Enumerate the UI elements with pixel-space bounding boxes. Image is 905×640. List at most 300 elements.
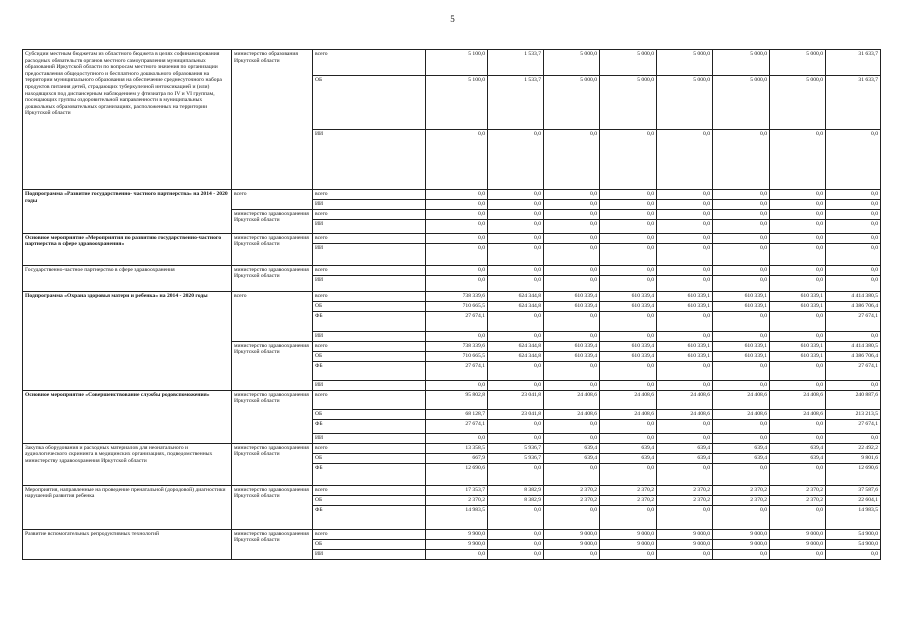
executor-cell: министерство образования Иркутской области — [232, 50, 313, 190]
year-value-cell: 0,0 — [488, 190, 544, 200]
year-value-cell: 610 339,1 — [657, 351, 713, 361]
year-value-cell: 610 339,4 — [600, 351, 657, 361]
year-value-cell: 0,0 — [770, 361, 826, 380]
year-value-cell: 0,0 — [770, 463, 826, 485]
year-value-cell: 24 408,6 — [657, 409, 713, 419]
year-value-cell: 0,0 — [713, 190, 770, 200]
total-value-cell: 0,0 — [826, 433, 881, 443]
year-value-cell: 0,0 — [713, 243, 770, 265]
table-row — [23, 291, 881, 301]
total-value-cell: 22 492,2 — [826, 443, 881, 453]
year-value-cell: 0,0 — [657, 419, 713, 433]
year-value-cell: 0,0 — [600, 505, 657, 529]
year-value-cell: 0,0 — [488, 243, 544, 265]
table-row — [23, 443, 881, 453]
funding-source-cell: всего — [313, 529, 426, 539]
year-value-cell: 0,0 — [488, 130, 544, 190]
year-value-cell: 5 000,0 — [657, 50, 713, 76]
year-value-cell: 0,0 — [713, 130, 770, 190]
year-value-cell: 610 339,1 — [713, 301, 770, 311]
funding-source-cell: ОБ — [313, 495, 426, 505]
year-value-cell: 0,0 — [600, 275, 657, 291]
year-value-cell: 0,0 — [770, 243, 826, 265]
year-value-cell: 0,0 — [713, 311, 770, 331]
total-value-cell: 0,0 — [826, 233, 881, 243]
total-value-cell: 9 801,6 — [826, 453, 881, 463]
year-value-cell: 1 533,7 — [488, 50, 544, 76]
year-value-cell: 0,0 — [657, 549, 713, 559]
table-row — [23, 233, 881, 243]
funding-source-cell: ФБ — [313, 463, 426, 485]
year-value-cell: 5 936,7 — [488, 453, 544, 463]
executor-cell: министерство здравоохранения Иркутской области — [232, 209, 313, 233]
year-value-cell: 610 339,1 — [713, 351, 770, 361]
funding-source-cell: всего — [313, 485, 426, 495]
total-value-cell: 27 674,1 — [826, 311, 881, 331]
year-value-cell: 0,0 — [488, 539, 544, 549]
year-value-cell: 0,0 — [488, 219, 544, 233]
year-value-cell: 24 408,6 — [544, 390, 600, 409]
year-value-cell: 0,0 — [713, 265, 770, 275]
funding-source-cell: всего — [313, 50, 426, 76]
year-value-cell: 23 041,8 — [488, 409, 544, 419]
year-value-cell: 24 408,6 — [713, 409, 770, 419]
year-value-cell: 8 382,9 — [488, 485, 544, 495]
year-value-cell: 24 408,6 — [770, 390, 826, 409]
year-value-cell: 12 690,6 — [426, 463, 488, 485]
year-value-cell: 0,0 — [713, 209, 770, 219]
table-row — [23, 529, 881, 539]
year-value-cell: 624 344,8 — [488, 291, 544, 301]
activity-name-cell: Основное мероприятие «Совершенствование службы родовспоможения» — [23, 390, 232, 443]
funding-source-cell: ИИ — [313, 331, 426, 341]
year-value-cell: 0,0 — [770, 275, 826, 291]
year-value-cell: 0,0 — [657, 433, 713, 443]
year-value-cell: 2 370,2 — [600, 495, 657, 505]
year-value-cell: 0,0 — [600, 190, 657, 200]
executor-cell: всего — [232, 190, 313, 210]
year-value-cell: 0,0 — [426, 275, 488, 291]
year-value-cell: 610 339,4 — [600, 301, 657, 311]
funding-source-cell: всего — [313, 291, 426, 301]
year-value-cell: 0,0 — [770, 380, 826, 390]
activity-name-cell: Государственно-частное партнерство в сфере здравоохранения — [23, 265, 232, 291]
funding-source-cell: ФБ — [313, 505, 426, 529]
total-value-cell: 240 887,6 — [826, 390, 881, 409]
total-value-cell: 0,0 — [826, 380, 881, 390]
year-value-cell: 2 370,2 — [600, 485, 657, 495]
year-value-cell: 610 339,4 — [600, 291, 657, 301]
year-value-cell: 24 408,6 — [600, 409, 657, 419]
funding-source-cell: ИИ — [313, 130, 426, 190]
funding-source-cell: всего — [313, 190, 426, 200]
year-value-cell: 0,0 — [770, 505, 826, 529]
year-value-cell: 0,0 — [713, 331, 770, 341]
funding-source-cell: ОБ — [313, 409, 426, 419]
year-value-cell: 68 128,7 — [426, 409, 488, 419]
total-value-cell: 0,0 — [826, 549, 881, 559]
total-value-cell: 213 213,5 — [826, 409, 881, 419]
year-value-cell: 710 665,5 — [426, 301, 488, 311]
year-value-cell: 0,0 — [770, 265, 826, 275]
year-value-cell: 5 936,7 — [488, 443, 544, 453]
funding-source-cell: ОБ — [313, 453, 426, 463]
year-value-cell: 610 339,4 — [544, 291, 600, 301]
year-value-cell: 9 900,0 — [426, 529, 488, 539]
year-value-cell: 0,0 — [657, 331, 713, 341]
year-value-cell: 0,0 — [657, 190, 713, 200]
year-value-cell: 0,0 — [600, 130, 657, 190]
year-value-cell: 639,4 — [770, 453, 826, 463]
year-value-cell: 0,0 — [488, 209, 544, 219]
year-value-cell: 0,0 — [488, 275, 544, 291]
year-value-cell: 9 900,0 — [426, 539, 488, 549]
funding-source-cell: ИИ — [313, 243, 426, 265]
total-value-cell: 12 690,6 — [826, 463, 881, 485]
table-body — [23, 50, 881, 560]
year-value-cell: 2 370,2 — [770, 495, 826, 505]
year-value-cell: 0,0 — [770, 190, 826, 200]
year-value-cell: 2 370,2 — [713, 485, 770, 495]
year-value-cell: 8 382,9 — [488, 495, 544, 505]
year-value-cell: 0,0 — [713, 233, 770, 243]
year-value-cell: 0,0 — [544, 190, 600, 200]
year-value-cell: 0,0 — [600, 361, 657, 380]
year-value-cell: 0,0 — [770, 209, 826, 219]
table-row — [23, 190, 881, 200]
year-value-cell: 0,0 — [488, 529, 544, 539]
funding-source-cell: ФБ — [313, 311, 426, 331]
funding-source-cell: всего — [313, 341, 426, 351]
year-value-cell: 610 339,1 — [770, 291, 826, 301]
year-value-cell: 610 339,1 — [770, 301, 826, 311]
year-value-cell: 5 000,0 — [657, 76, 713, 130]
year-value-cell: 9 000,0 — [770, 539, 826, 549]
year-value-cell: 0,0 — [770, 219, 826, 233]
year-value-cell: 0,0 — [600, 265, 657, 275]
year-value-cell: 2 370,2 — [713, 495, 770, 505]
budget-table — [22, 49, 881, 560]
year-value-cell: 0,0 — [426, 199, 488, 209]
funding-source-cell: всего — [313, 209, 426, 219]
year-value-cell: 0,0 — [600, 331, 657, 341]
year-value-cell: 5 100,0 — [426, 76, 488, 130]
year-value-cell: 0,0 — [488, 311, 544, 331]
year-value-cell: 5 000,0 — [600, 76, 657, 130]
year-value-cell: 639,4 — [600, 443, 657, 453]
year-value-cell: 0,0 — [657, 275, 713, 291]
year-value-cell: 0,0 — [713, 419, 770, 433]
year-value-cell: 17 353,7 — [426, 485, 488, 495]
activity-name-cell: Подпрограмма «Развитие государственно- частного партнерства» на 2014 - 2020 годы — [23, 190, 232, 234]
total-value-cell: 22 604,1 — [826, 495, 881, 505]
year-value-cell: 0,0 — [488, 549, 544, 559]
year-value-cell: 0,0 — [770, 549, 826, 559]
year-value-cell: 0,0 — [544, 209, 600, 219]
executor-cell: министерство здравоохранения Иркутской области — [232, 390, 313, 443]
total-value-cell: 0,0 — [826, 130, 881, 190]
year-value-cell: 610 339,1 — [657, 291, 713, 301]
year-value-cell: 0,0 — [657, 380, 713, 390]
total-value-cell: 0,0 — [826, 331, 881, 341]
total-value-cell: 14 983,5 — [826, 505, 881, 529]
funding-source-cell: ИИ — [313, 275, 426, 291]
year-value-cell: 639,4 — [713, 453, 770, 463]
year-value-cell: 24 408,6 — [544, 409, 600, 419]
year-value-cell: 0,0 — [488, 463, 544, 485]
year-value-cell: 0,0 — [657, 199, 713, 209]
year-value-cell: 0,0 — [713, 505, 770, 529]
year-value-cell: 0,0 — [600, 463, 657, 485]
total-value-cell: 4 414 380,5 — [826, 291, 881, 301]
year-value-cell: 639,4 — [657, 443, 713, 453]
year-value-cell: 0,0 — [600, 311, 657, 331]
year-value-cell: 0,0 — [600, 219, 657, 233]
year-value-cell: 0,0 — [488, 199, 544, 209]
year-value-cell: 0,0 — [544, 275, 600, 291]
funding-source-cell: ОБ — [313, 76, 426, 130]
year-value-cell: 0,0 — [657, 243, 713, 265]
year-value-cell: 0,0 — [713, 361, 770, 380]
funding-source-cell: ИИ — [313, 219, 426, 233]
total-value-cell: 4 386 706,4 — [826, 351, 881, 361]
total-value-cell: 37 587,6 — [826, 485, 881, 495]
table-row — [23, 265, 881, 275]
year-value-cell: 0,0 — [544, 505, 600, 529]
funding-source-cell: ФБ — [313, 419, 426, 433]
year-value-cell: 624 344,8 — [488, 301, 544, 311]
year-value-cell: 0,0 — [600, 209, 657, 219]
year-value-cell: 24 408,6 — [600, 390, 657, 409]
year-value-cell: 0,0 — [770, 199, 826, 209]
year-value-cell: 0,0 — [426, 331, 488, 341]
year-value-cell: 0,0 — [544, 265, 600, 275]
year-value-cell: 610 339,1 — [770, 351, 826, 361]
total-value-cell: 54 900,0 — [826, 529, 881, 539]
funding-source-cell: всего — [313, 443, 426, 453]
year-value-cell: 0,0 — [657, 463, 713, 485]
year-value-cell: 14 983,5 — [426, 505, 488, 529]
year-value-cell: 5 000,0 — [600, 50, 657, 76]
year-value-cell: 0,0 — [544, 233, 600, 243]
executor-cell: министерство здравоохранения Иркутской области — [232, 443, 313, 485]
year-value-cell: 0,0 — [426, 130, 488, 190]
total-value-cell: 31 633,7 — [826, 50, 881, 76]
year-value-cell: 639,4 — [600, 453, 657, 463]
year-value-cell: 0,0 — [544, 311, 600, 331]
year-value-cell: 2 370,2 — [426, 495, 488, 505]
year-value-cell: 0,0 — [657, 233, 713, 243]
year-value-cell: 0,0 — [657, 209, 713, 219]
year-value-cell: 0,0 — [544, 361, 600, 380]
year-value-cell: 639,4 — [770, 443, 826, 453]
funding-source-cell: ОБ — [313, 301, 426, 311]
year-value-cell: 0,0 — [713, 380, 770, 390]
year-value-cell: 2 370,2 — [544, 495, 600, 505]
funding-source-cell: ИИ — [313, 380, 426, 390]
year-value-cell: 24 408,6 — [770, 409, 826, 419]
year-value-cell: 0,0 — [713, 463, 770, 485]
year-value-cell: 639,4 — [713, 443, 770, 453]
year-value-cell: 0,0 — [770, 419, 826, 433]
funding-source-cell: всего — [313, 265, 426, 275]
table-row — [23, 485, 881, 495]
funding-source-cell: ИИ — [313, 549, 426, 559]
year-value-cell: 0,0 — [544, 243, 600, 265]
year-value-cell: 5 100,0 — [426, 50, 488, 76]
year-value-cell: 0,0 — [544, 380, 600, 390]
year-value-cell: 0,0 — [657, 265, 713, 275]
year-value-cell: 9 000,0 — [770, 529, 826, 539]
executor-cell: министерство здравоохранения Иркутской области — [232, 265, 313, 291]
year-value-cell: 0,0 — [426, 233, 488, 243]
year-value-cell: 0,0 — [544, 419, 600, 433]
year-value-cell: 610 339,1 — [713, 341, 770, 351]
executor-cell: всего — [232, 291, 313, 341]
funding-source-cell: ИИ — [313, 433, 426, 443]
year-value-cell: 5 000,0 — [713, 50, 770, 76]
funding-source-cell: ФБ — [313, 361, 426, 380]
funding-source-cell: ИИ — [313, 199, 426, 209]
year-value-cell: 0,0 — [713, 219, 770, 233]
year-value-cell: 0,0 — [657, 311, 713, 331]
total-value-cell: 4 414 380,5 — [826, 341, 881, 351]
total-value-cell: 0,0 — [826, 190, 881, 200]
year-value-cell: 9 000,0 — [657, 529, 713, 539]
year-value-cell: 639,4 — [657, 453, 713, 463]
funding-source-cell: ОБ — [313, 539, 426, 549]
total-value-cell: 0,0 — [826, 275, 881, 291]
year-value-cell: 0,0 — [488, 361, 544, 380]
year-value-cell: 610 339,1 — [713, 291, 770, 301]
year-value-cell: 2 370,2 — [657, 485, 713, 495]
year-value-cell: 0,0 — [426, 219, 488, 233]
year-value-cell: 0,0 — [488, 433, 544, 443]
year-value-cell: 0,0 — [426, 380, 488, 390]
year-value-cell: 738 339,6 — [426, 341, 488, 351]
total-value-cell: 4 386 706,4 — [826, 301, 881, 311]
year-value-cell: 9 000,0 — [600, 539, 657, 549]
total-value-cell: 0,0 — [826, 219, 881, 233]
year-value-cell: 5 000,0 — [713, 76, 770, 130]
activity-name-cell: Закупка оборудования и расходных материалов для неонатального и аудиологического скрининга в медицинских организациях, подведомственных министерству здравоохранения Иркутской области — [23, 443, 232, 485]
year-value-cell: 0,0 — [544, 199, 600, 209]
year-value-cell: 2 370,2 — [657, 495, 713, 505]
year-value-cell: 27 674,1 — [426, 311, 488, 331]
total-value-cell: 0,0 — [826, 243, 881, 265]
year-value-cell: 738 339,6 — [426, 291, 488, 301]
year-value-cell: 0,0 — [426, 190, 488, 200]
year-value-cell: 0,0 — [426, 265, 488, 275]
year-value-cell: 0,0 — [600, 419, 657, 433]
year-value-cell: 0,0 — [600, 199, 657, 209]
year-value-cell: 0,0 — [657, 219, 713, 233]
year-value-cell: 667,9 — [426, 453, 488, 463]
year-value-cell: 0,0 — [713, 433, 770, 443]
year-value-cell: 0,0 — [488, 331, 544, 341]
year-value-cell: 2 370,2 — [770, 485, 826, 495]
activity-name-cell: Субсидии местным бюджетам из областного бюджета в целях софинансирования расходных обязательств органов местного самоуправления муниципальных образований Иркутской области по вопросам местного значения по организации предоставления общедоступного и бесплатного дошкольного образования на территории муниципального образования на обеспечение среднесуточного набора продуктов питания детей, страдающих туберкулезной интоксикацией и (или) находящихся под диспансерным наблюдением у фтизиатра по IV и VI группам, посещающих группы оздоровительной направленности в муниципальных дошкольных образовательных организациях, расположенных на территории Иркутской области — [23, 50, 232, 190]
year-value-cell: 610 339,1 — [657, 301, 713, 311]
year-value-cell: 0,0 — [544, 130, 600, 190]
activity-name-cell: Развитие вспомогательных репродуктивных технологий — [23, 529, 232, 559]
year-value-cell: 0,0 — [544, 433, 600, 443]
year-value-cell: 27 674,1 — [426, 419, 488, 433]
year-value-cell: 0,0 — [426, 243, 488, 265]
year-value-cell: 0,0 — [544, 463, 600, 485]
executor-cell: министерство здравоохранения Иркутской области — [232, 233, 313, 265]
page-number: 5 — [450, 14, 455, 24]
year-value-cell: 0,0 — [426, 209, 488, 219]
year-value-cell: 610 339,4 — [600, 341, 657, 351]
year-value-cell: 9 000,0 — [713, 529, 770, 539]
year-value-cell: 0,0 — [488, 380, 544, 390]
year-value-cell: 24 408,6 — [657, 390, 713, 409]
year-value-cell: 0,0 — [770, 433, 826, 443]
year-value-cell: 1 533,7 — [488, 76, 544, 130]
year-value-cell: 95 802,8 — [426, 390, 488, 409]
funding-source-cell: ОБ — [313, 351, 426, 361]
year-value-cell: 0,0 — [713, 275, 770, 291]
total-value-cell: 27 674,1 — [826, 361, 881, 380]
executor-cell: министерство здравоохранения Иркутской области — [232, 341, 313, 390]
year-value-cell: 5 000,0 — [770, 76, 826, 130]
year-value-cell: 9 000,0 — [657, 539, 713, 549]
year-value-cell: 0,0 — [600, 233, 657, 243]
year-value-cell: 610 339,1 — [657, 341, 713, 351]
year-value-cell: 0,0 — [770, 130, 826, 190]
year-value-cell: 0,0 — [544, 219, 600, 233]
total-value-cell: 0,0 — [826, 199, 881, 209]
year-value-cell: 624 344,8 — [488, 341, 544, 351]
year-value-cell: 610 339,4 — [544, 341, 600, 351]
year-value-cell: 639,4 — [544, 453, 600, 463]
year-value-cell: 0,0 — [770, 311, 826, 331]
activity-name-cell: Мероприятия, направленные на проведение пренатальной (дородовой) диагностики нарушений развития ребенка — [23, 485, 232, 529]
year-value-cell: 610 339,4 — [544, 301, 600, 311]
year-value-cell: 0,0 — [657, 505, 713, 529]
year-value-cell: 27 674,1 — [426, 361, 488, 380]
year-value-cell: 23 041,8 — [488, 390, 544, 409]
year-value-cell: 9 000,0 — [600, 529, 657, 539]
year-value-cell: 0,0 — [713, 199, 770, 209]
table-row — [23, 390, 881, 409]
total-value-cell: 31 633,7 — [826, 76, 881, 130]
total-value-cell: 54 900,0 — [826, 539, 881, 549]
total-value-cell: 27 674,1 — [826, 419, 881, 433]
year-value-cell: 0,0 — [544, 331, 600, 341]
year-value-cell: 0,0 — [488, 265, 544, 275]
executor-cell: министерство здравоохранения Иркутской области — [232, 485, 313, 529]
activity-name-cell: Подпрограмма «Охрана здоровья матери и ребенка» на 2014 - 2020 годы — [23, 291, 232, 390]
year-value-cell: 13 358,5 — [426, 443, 488, 453]
year-value-cell: 610 339,4 — [544, 351, 600, 361]
year-value-cell: 0,0 — [600, 380, 657, 390]
table-row — [23, 50, 881, 76]
year-value-cell: 0,0 — [770, 331, 826, 341]
year-value-cell: 5 000,0 — [770, 50, 826, 76]
activity-name-cell: Основное мероприятие «Мероприятия по развитию государственно-частного партнерства в сфере здравоохранения» — [23, 233, 232, 265]
year-value-cell: 0,0 — [713, 549, 770, 559]
year-value-cell: 5 000,0 — [544, 50, 600, 76]
year-value-cell: 0,0 — [544, 549, 600, 559]
year-value-cell: 5 000,0 — [544, 76, 600, 130]
year-value-cell: 610 339,1 — [770, 341, 826, 351]
year-value-cell: 0,0 — [600, 433, 657, 443]
year-value-cell: 0,0 — [600, 549, 657, 559]
year-value-cell: 0,0 — [600, 243, 657, 265]
year-value-cell: 2 370,2 — [544, 485, 600, 495]
